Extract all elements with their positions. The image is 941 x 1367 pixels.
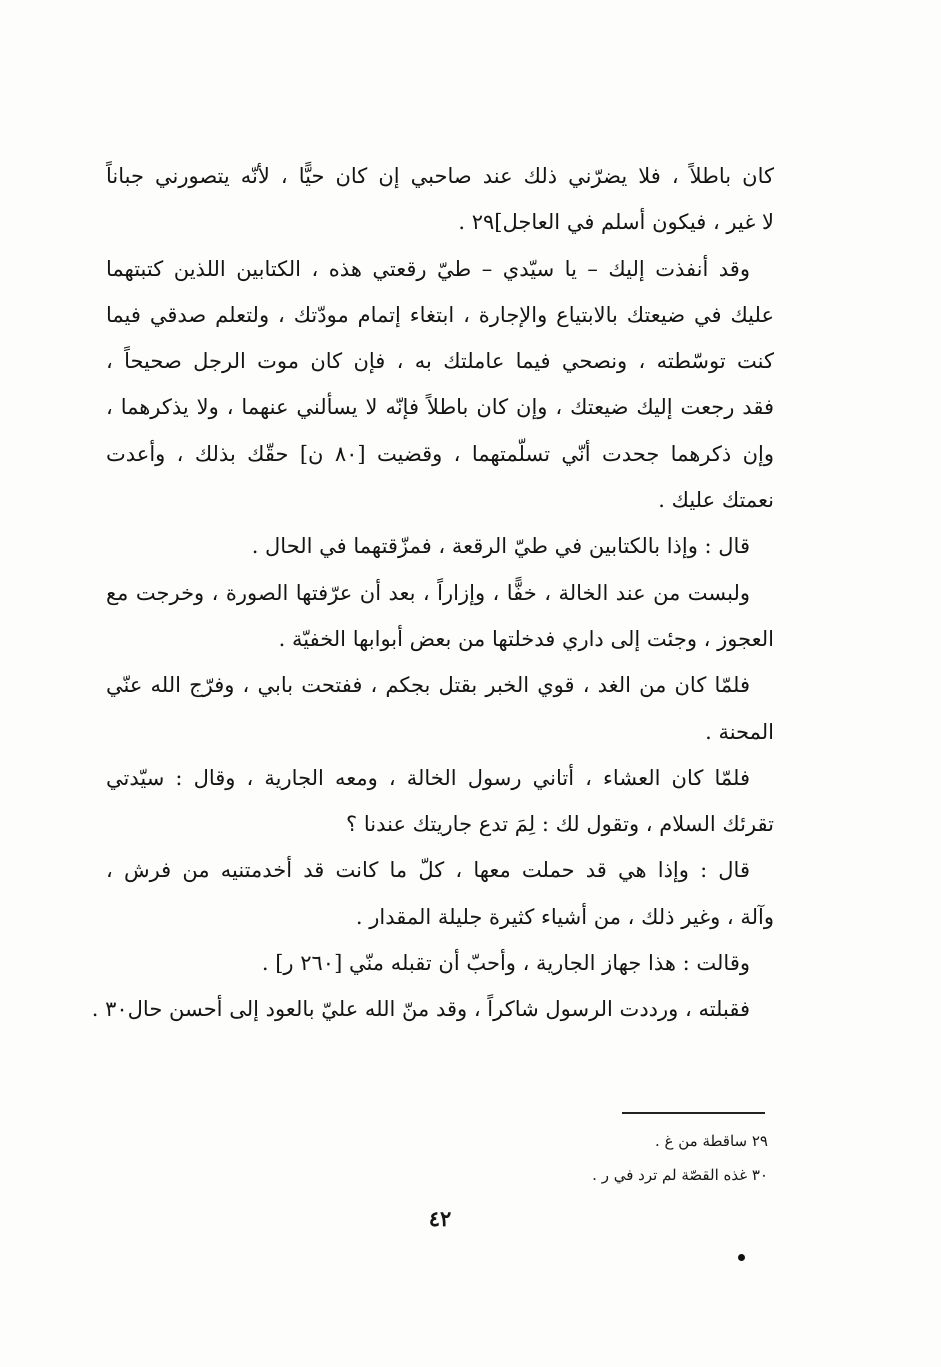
ink-speck	[738, 1254, 745, 1261]
text-line: وقد أنفذت إليك – يا سيّدي – طيّ رقعتي هذه ، الكتابين اللذين كتبتهما	[106, 256, 750, 281]
text-line: وقالت : هذا جهاز الجارية ، وأحبّ أن تقبله منّي [٢٦٠ ر] .	[261, 951, 750, 976]
text-line: عليك في ضيعتك بالابتياع والإجارة ، ابتغاء إتمام مودّتك ، ولتعلم صدقي فيما	[106, 302, 774, 327]
text-line: تقرئك السلام ، وتقول لك : لِمَ تدع جاريتك عندنا ؟	[346, 812, 774, 837]
text-line: لا غير ، فيكون أسلم في العاجل]٢٩ .	[458, 210, 774, 235]
text-line: قال : وإذا هي قد حملت معها ، كلّ ما كانت قد أخدمتنيه من فرش ،	[106, 858, 750, 883]
text-line: فلمّا كان العشاء ، أتاني رسول الخالة ، ومعه الجارية ، وقال : سيّدتي	[106, 765, 750, 790]
footnote: ٢٩ ساقطة من غ .	[654, 1132, 768, 1150]
text-line: وإن ذكرهما جحدت أنّي تسلّمتهما ، وقضيت [٨٠ ن] حقّك بذلك ، وأعدت	[106, 441, 774, 466]
footnote: ٣٠ غذه القصّة لم ترد في ر .	[592, 1166, 768, 1184]
text-line: قال : وإذا بالكتابين في طيّ الرقعة ، فمزّقتهما في الحال .	[251, 534, 750, 559]
footnote-divider	[622, 1112, 765, 1114]
text-line: ولبست من عند الخالة ، خفًّا ، وإزاراً ، بعد أن عرّفتها الصورة ، وخرجت مع	[106, 580, 750, 605]
text-line: فلمّا كان من الغد ، قوي الخبر بقتل بجكم ، ففتحت بابي ، وفرّج الله عنّي	[106, 673, 750, 698]
page-number: ٤٢	[428, 1206, 452, 1231]
body-text	[91, 153, 774, 1033]
text-line: كنت توسّطته ، ونصحي فيما عاملتك به ، فإن كان موت الرجل صحيحاً ،	[106, 349, 774, 374]
text-line: كان باطلاً ، فلا يضرّني ذلك عند صاحبي إن كان حيًّا ، لأنّه يتصورني جباناً	[106, 164, 774, 188]
text-line: وآلة ، وغير ذلك ، من أشياء كثيرة جليلة المقدار .	[355, 904, 774, 929]
text-line: فقد رجعت إليك ضيعتك ، وإن كان باطلاً فإنّه لا يسألني عنهما ، ولا يذكرهما ،	[106, 395, 774, 420]
text-line: فقبلته ، ورددت الرسول شاكراً ، وقد منّ الله عليّ بالعود إلى أحسن حال٣٠ .	[91, 997, 750, 1022]
text-line: العجوز ، وجئت إلى داري فدخلتها من بعض أبوابها الخفيّة .	[278, 626, 774, 651]
footnotes	[300, 1124, 768, 1192]
text-line: المحنة .	[705, 719, 774, 744]
text-line: نعمتك عليك .	[658, 488, 774, 513]
